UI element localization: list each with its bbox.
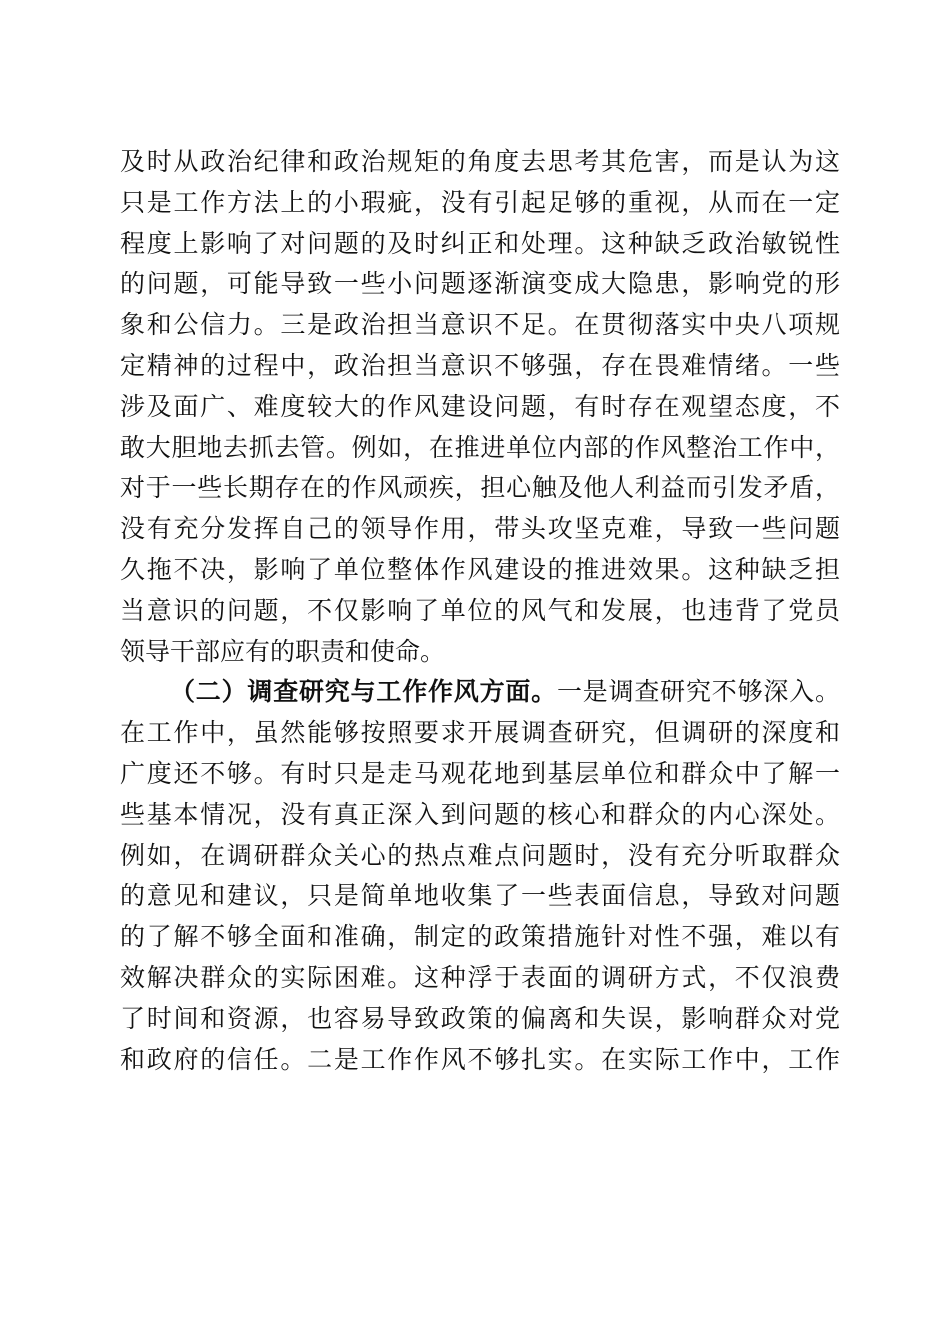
text-line: 广度还不够。有时只是走马观花地到基层单位和群众中了解一 [120,758,840,788]
text-line: 了时间和资源，也容易导致政策的偏离和失误，影响群众对党 [120,1003,840,1033]
text-line: 象和公信力。三是政治担当意识不足。在贯彻落实中央八项规 [120,310,840,340]
section-heading: （二）调查研究与工作作风方面。 [170,677,557,707]
text-line: 的了解不够全面和准确，制定的政策措施针对性不强，难以有 [120,922,840,952]
document-body [120,142,840,1080]
section-heading-rest: 一是调查研究不够深入。 [556,677,840,707]
text-line: 程度上影响了对问题的及时纠正和处理。这种缺乏政治敏锐性 [120,228,840,258]
text-line: 和政府的信任。二是工作作风不够扎实。在实际工作中，工作 [120,1044,840,1074]
text-line: 只是工作方法上的小瑕疵，没有引起足够的重视，从而在一定 [120,187,840,217]
text-line: 领导干部应有的职责和使命。 [120,636,446,666]
text-line: 敢大胆地去抓去管。例如，在推进单位内部的作风整治工作中， [120,432,840,462]
text-line: 对于一些长期存在的作风顽疾，担心触及他人利益而引发矛盾， [120,473,840,503]
section-heading-line [120,672,840,713]
text-line: 久拖不决，影响了单位整体作风建设的推进效果。这种缺乏担 [120,554,840,584]
text-line: 没有充分发挥自己的领导作用，带头攻坚克难，导致一些问题 [120,514,840,544]
text-line: 涉及面广、难度较大的作风建设问题，有时存在观望态度，不 [120,391,840,421]
text-line: 些基本情况，没有真正深入到问题的核心和群众的内心深处。 [120,799,840,829]
text-line: 效解决群众的实际困难。这种浮于表面的调研方式，不仅浪费 [120,962,840,992]
text-line: 定精神的过程中，政治担当意识不够强，存在畏难情绪。一些 [120,350,840,380]
text-line: 当意识的问题，不仅影响了单位的风气和发展，也违背了党员 [120,595,840,625]
text-line: 在工作中，虽然能够按照要求开展调查研究，但调研的深度和 [120,718,840,748]
text-line: 及时从政治纪律和政治规矩的角度去思考其危害，而是认为这 [120,147,840,176]
text-line: 的问题，可能导致一些小问题逐渐演变成大隐患，影响党的形 [120,269,840,299]
text-line: 例如，在调研群众关心的热点难点问题时，没有充分听取群众 [120,840,840,870]
text-line: 的意见和建议，只是简单地收集了一些表面信息，导致对问题 [120,881,840,911]
